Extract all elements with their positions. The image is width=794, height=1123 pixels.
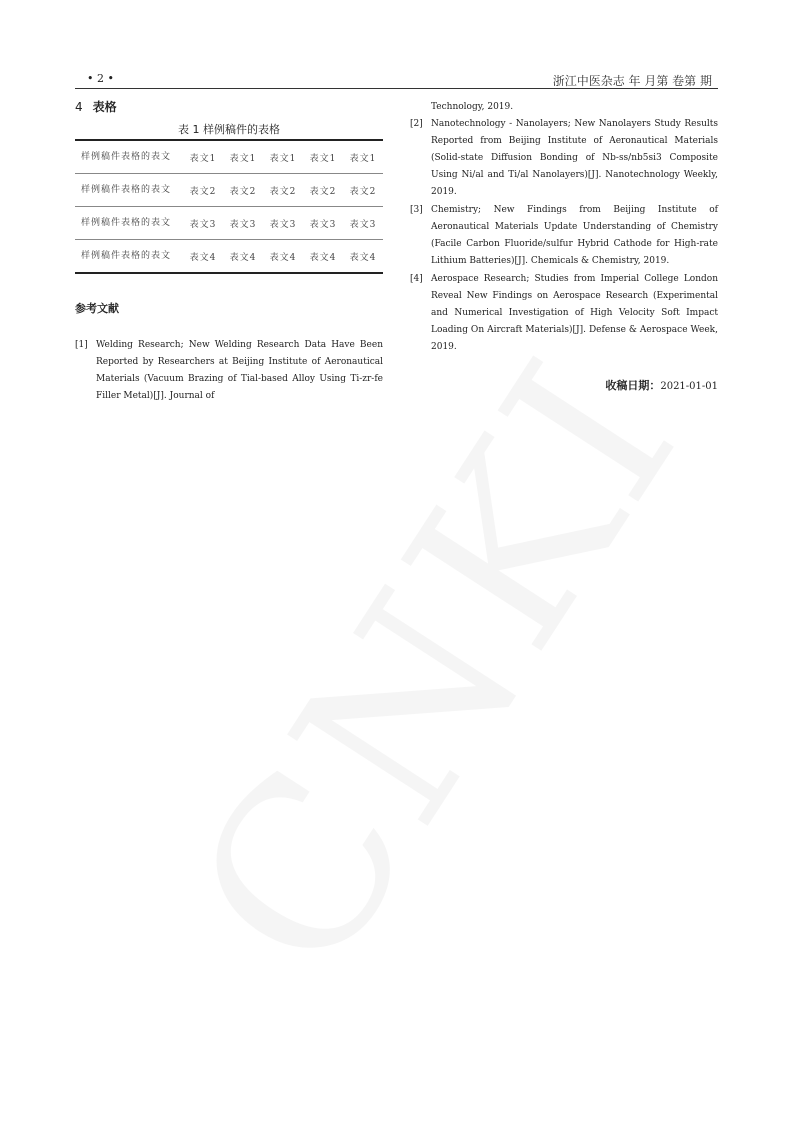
reference-item [410, 271, 718, 356]
received-date [410, 377, 718, 393]
table-row [75, 174, 383, 207]
reference-number: [1] [75, 340, 88, 350]
left-column [75, 98, 383, 405]
table-cell: 表文2 [263, 174, 303, 207]
table-row [75, 240, 383, 274]
sample-table [75, 139, 383, 274]
reference-text: Aerospace Research; Studies from Imperial College London Reveal New Findings on Aerospace Research (Experimental and Numerical Investigation of High Velocity Soft Impact Loading On Aircraft Materials)[J]. Defense & Aerospace Week, 2019. [431, 274, 718, 352]
table-cell: 表文2 [183, 174, 223, 207]
table-cell: 表文2 [343, 174, 383, 207]
table-cell: 表文3 [183, 207, 223, 240]
reference-number: [2] [410, 119, 423, 129]
table-cell: 表文4 [343, 240, 383, 274]
reference-continuation: Technology, 2019. [431, 102, 514, 112]
reference-text: Welding Research; New Welding Research Data Have Been Reported by Researchers at Beijing Institute of Aeronautical Materials (Vacuum Brazing of Tial-based Alloy Using Ti-zr-fe Filler Metal)[J]. Journal of [96, 340, 383, 401]
received-label: 收稿日期： [605, 379, 661, 392]
reference-number: [4] [410, 274, 423, 284]
reference-text: Nanotechnology - Nanolayers; New Nanolayers Study Results Reported from Beijing Institute of Aeronautical Materials (Solid-state Diffusion Bonding of Nb-ss/nb5si3 Composite Using Ni/al and Ti/al Nanolayers)[J]. Nanotechnology Weekly, 2019. [431, 119, 718, 197]
row-header: 样例稿件表格的表文 [75, 140, 183, 174]
page-number: • 2 • [87, 72, 114, 85]
reference-text: Chemistry; New Findings from Beijing Institute of Aeronautical Materials Update Understanding of Chemistry (Facile Carbon Fluoride/sulfur Hybrid Cathode for High-rate Lithium Batteries)[J]. Chemicals & Chemistry, 2019. [431, 205, 718, 266]
section-title: 表格 [92, 100, 117, 114]
references-heading: 参考文献 [75, 302, 119, 315]
journal-title: 浙江中医杂志 年 月第 卷第 期 [552, 74, 712, 88]
table-cell: 表文3 [223, 207, 263, 240]
table-cell: 表文4 [183, 240, 223, 274]
reference-number: [3] [410, 205, 423, 215]
row-header: 样例稿件表格的表文 [75, 174, 183, 207]
received-date-value: 2021-01-01 [660, 381, 718, 392]
reference-item [410, 116, 718, 201]
table-cell: 表文2 [303, 174, 343, 207]
table-cell: 表文1 [223, 140, 263, 174]
table-cell: 表文4 [303, 240, 343, 274]
table-cell: 表文3 [303, 207, 343, 240]
table-cell: 表文2 [223, 174, 263, 207]
right-column [410, 99, 718, 393]
table-cell: 表文4 [263, 240, 303, 274]
table-caption: 表 1 样例稿件的表格 [178, 123, 280, 136]
section-number: 4 [75, 100, 83, 114]
reference-item [75, 337, 383, 405]
table-cell: 表文1 [263, 140, 303, 174]
table-cell: 表文1 [343, 140, 383, 174]
reference-list [75, 337, 383, 405]
cnki-watermark [145, 369, 696, 1018]
table-cell: 表文4 [223, 240, 263, 274]
row-header: 样例稿件表格的表文 [75, 207, 183, 240]
table-cell: 表文3 [343, 207, 383, 240]
table-cell: 表文3 [263, 207, 303, 240]
table-cell: 表文1 [303, 140, 343, 174]
table-cell: 表文1 [183, 140, 223, 174]
page-header [75, 72, 718, 89]
table-row [75, 140, 383, 174]
section-heading [75, 98, 383, 114]
table-row [75, 207, 383, 240]
reference-item [410, 202, 718, 270]
row-header: 样例稿件表格的表文 [75, 240, 183, 274]
